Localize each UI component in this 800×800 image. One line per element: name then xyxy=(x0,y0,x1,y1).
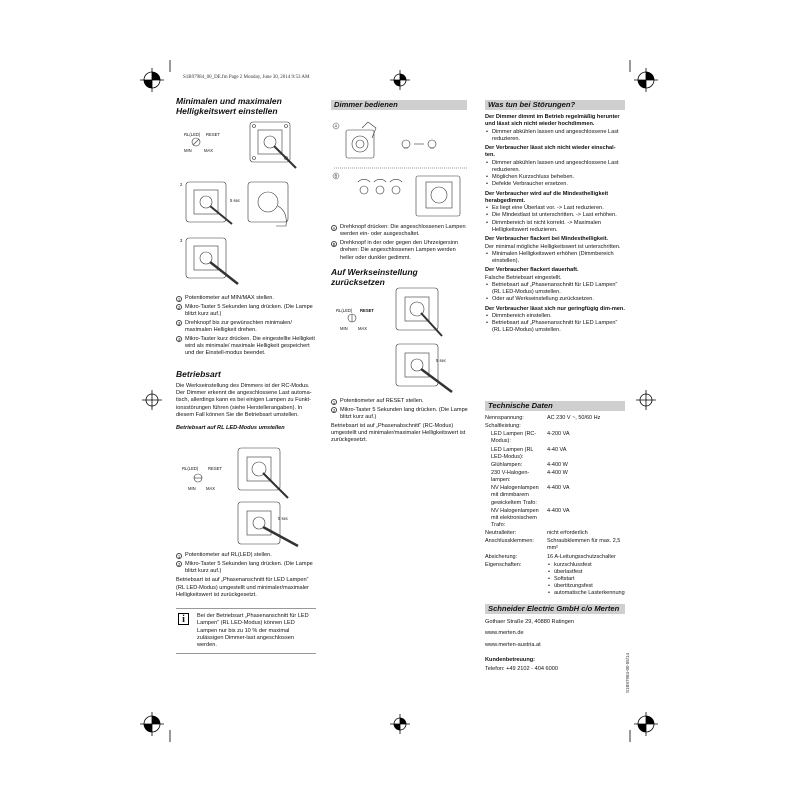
tech-row: Eigenschaften: • kurzschlussfest • überlastfest • Softstart • übertitzungsfest • automatische Lasterkennung xyxy=(485,562,625,599)
tech-row: Schaltleistung: xyxy=(485,423,521,430)
step-1: 1 Potentiometer auf MIN/MAX stellen. xyxy=(177,295,274,302)
rl-subtitle: Betriebsart auf RL LED-Modus umstellen xyxy=(176,425,285,432)
rl-steps xyxy=(176,552,316,599)
rl-fig-label-rl: RL(LED) xyxy=(182,466,199,471)
company-title: Schneider Electric GmbH c/o Merten xyxy=(485,604,625,614)
rl-step-2: 2 Mikro-Taster 5 Sekunden lang drücken. (Die Lampe blitzt kurz auf.) xyxy=(177,560,313,575)
dim-list: • Dimmbereich einstellen. • Betriebsart auf „Phasenanschnitt für LED Lampen“ (RL LED-Modus) umstellen. xyxy=(485,313,625,335)
trouble-head-1: Der Dimmer dimmt im Betrieb regelmäßig herunter und lässt sich nicht wieder hochdimmen. xyxy=(485,114,620,128)
fig-label-rl: RL(LED) xyxy=(184,132,201,137)
troubleshooting-title: Was tun bei Störungen? xyxy=(485,100,625,110)
reset-fig-label-min: MIN xyxy=(340,326,348,331)
fig-num-a: A xyxy=(334,123,338,129)
tech-data-section xyxy=(485,401,625,598)
betriebsart-text: Die Werkseinstellung des Dimmers ist der RC-Modus. Der Dimmer erkennt die angeschlossene Last automa-tisch, allerdings kann es bei einigen Lampen zu Funkt-ionsstörungen führen (siehe Herstellerangaben). In diesem Fall können Sie die Betriebsart umstellen. xyxy=(176,382,312,418)
support-phone: Telefon: +49 2102 - 404 6000 xyxy=(485,666,558,673)
reset-fig-label-rl: RL(LED) xyxy=(336,308,353,313)
reset-step-1: 1 Potentiometer auf RESET stellen. xyxy=(332,398,424,405)
tech-data-table xyxy=(485,415,625,598)
fig-num-b: B xyxy=(334,173,338,179)
tech-row: NV Halogenlampen mit elektronischem Trafo: 4-400 VA xyxy=(491,507,570,528)
rl-mode-illustrations xyxy=(178,440,316,550)
column-operation xyxy=(331,100,467,110)
company-web-de: www.merten.de xyxy=(485,630,524,637)
flicker-list: • Minimalen Helligkeitswert erhöhen (Dimmbereich einstellen). xyxy=(485,251,625,266)
rl-fig-label-sec: 5 sec xyxy=(278,516,289,521)
operation-step-b: B Drehknopf in der oder gegen den Uhrzeigersinn drehen: Die angeschlossenen Lampen werden heller oder dunkler gedimmt. xyxy=(332,240,459,261)
betriebsart-section xyxy=(176,370,316,432)
step-4: 4 Mikro-Taster kurz drücken. Die eingestellte Helligkeit wird als minimale/ maximale Helligkeit gespeichert und der Einstell-modus beendet. xyxy=(177,335,315,357)
flicker-head: Der Verbraucher flackert bei Mindesthelligkeit. xyxy=(485,236,609,243)
tech-row: Anschlussklemmen: Schraubklemmen für max. 2,5 mm² xyxy=(485,538,621,552)
tech-row: NV Halogenlampen mit dimmbarem gewickeltem Trafo: 4-400 VA xyxy=(491,485,570,506)
reset-fig-label-sec: 5 sec xyxy=(436,358,447,363)
trouble-list-1: • Dimmer abkühlen lassen und angeschlossene Last reduzieren. xyxy=(485,129,625,144)
fig-label-max: MAX xyxy=(204,148,214,153)
file-header-line: S1B97984_00_DE.fm Page 2 Monday, June 30, 2014 9:53 AM xyxy=(183,75,310,80)
fig-label-min: MIN xyxy=(184,148,192,153)
reset-fig-label-reset: RESET xyxy=(360,308,374,313)
operation-illustrations xyxy=(332,120,468,220)
trouble-list-3: • Es liegt eine Überlast vor. -> Last reduzieren. • Die Mindestlast ist unterschritten. -> Last erhöhen. • Dimmbereich ist nicht korrekt. -> Maximalen Helligkeitswert reduzieren. xyxy=(485,205,625,234)
trouble-list-2: • Dimmer abkühlen lassen und angeschlossene Last reduzieren. • Möglichen Kurzschluss beheben. • Defekte Verbraucher ersetzen. xyxy=(485,160,625,189)
perm-list: • Betriebsart auf „Phasenanschnitt für LED Lampen“ (RL LED-Modus) umstellen. • Oder auf Werkseinstellung zurücksetzen. xyxy=(485,282,625,304)
perm-head: Der Verbraucher flackert dauerhaft. xyxy=(485,267,579,274)
tech-row: Glühlampen: 4-400 W xyxy=(491,461,568,468)
reset-illustrations xyxy=(332,282,468,394)
side-document-code: S1B97984-00 05/14 xyxy=(625,653,631,694)
rl-fig-label-min: MIN xyxy=(188,486,196,491)
operation-steps xyxy=(331,224,467,263)
reset-step-2: 2 Mikro-Taster 5 Sekunden lang drücken. (Die Lampe blitzt kurz auf.) xyxy=(332,406,468,421)
company-section xyxy=(485,604,625,673)
min-max-steps xyxy=(176,295,316,359)
company-web-at: www.merten-austria.at xyxy=(485,641,541,648)
step-3: 3 Drehknopf bis zur gewünschten minimalen/ maximalen Helligkeit drehen. xyxy=(177,319,292,334)
tech-row: Nennspannung: AC 230 V ~, 50/60 Hz xyxy=(485,415,601,421)
reset-fig-label-max: MAX xyxy=(358,326,368,331)
trouble-head-2: Der Verbraucher lässt sich nicht wieder einschal-ten. xyxy=(485,145,616,159)
info-note xyxy=(176,608,316,654)
min-max-illustrations xyxy=(178,120,316,290)
reset-steps xyxy=(331,398,471,445)
min-max-title: Minimalen und maximalen Helligkeitswert einstellen xyxy=(176,96,282,116)
column-settings xyxy=(176,97,314,117)
rl-fig-label-reset: RESET xyxy=(208,466,222,471)
operation-step-a: A Drehknopf drücken: Die angeschlossenen Lampen werden ein- oder ausgeschaltet. xyxy=(332,224,466,238)
tech-row: LED Lampen (RC-Modus): 4-200 VA xyxy=(491,431,570,445)
fig-label-reset: RESET xyxy=(206,132,220,137)
betriebsart-title: Betriebsart xyxy=(176,369,221,379)
flicker-text: Der minimal mögliche Helligkeitswert ist unterschritten. xyxy=(485,243,621,250)
trouble-head-3: Der Verbraucher wird auf die Mindesthelligkeit herabgedimmt. xyxy=(485,190,609,204)
properties-list: • kurzschlussfest • überlastfest • Softstart • übertitzungsfest • automatische Lasterkennung xyxy=(547,562,625,598)
dim-head: Der Verbraucher lässt sich nur geringfügig dim-men. xyxy=(485,305,625,312)
reset-title: Auf Werkseinstellung zurücksetzen xyxy=(331,267,418,287)
tech-row: Neutralleiter: nicht erforderlich xyxy=(485,530,588,537)
dimmer-bedienen-title: Dimmer bedienen xyxy=(331,100,467,110)
fig-num-3: 3 xyxy=(180,238,183,243)
rl-result: Betriebsart ist auf „Phasenanschnitt für LED Lampen“ (RL LED-Modus) umgestellt und minimaler/maximaler Helligkeitswert ist zurückgesetzt. xyxy=(176,577,309,598)
fig-label-sec: 5 sec xyxy=(230,198,241,203)
rl-fig-label-max: MAX xyxy=(206,486,216,491)
rl-step-1: 1 Potentiometer auf RL(LED) stellen. xyxy=(177,552,272,559)
info-icon: i xyxy=(178,613,189,625)
company-address: Gothaer Straße 29, 40880 Ratingen xyxy=(485,619,574,625)
fig-num-2: 2 xyxy=(180,182,183,187)
tech-row: Absicherung: 16 A-Leitungsschutzschalter xyxy=(485,553,616,560)
perm-text: Falsche Betriebsart eingestellt. xyxy=(485,274,562,281)
tech-row: 230 V-Halogen-lampen: 4-400 W xyxy=(491,469,568,484)
tech-row: LED Lampen (RL LED-Modus): 4-40 VA xyxy=(491,446,567,460)
support-head: Kundenbetreuung: xyxy=(485,656,536,663)
step-2: 2 Mikro-Taster 5 Sekunden lang drücken. (Die Lampe blitzt kurz auf.) xyxy=(177,303,313,318)
info-text: Bei der Betriebsart „Phasenanschnitt für LED Lampen“ (RL LED-Modus) können LED Lampen nur bis zu 10 % der maximal zulässigen Dimmer-last angeschlossen werden. xyxy=(197,613,309,649)
reset-result: Betriebsart ist auf „Phasenabschnitt“ (RC-Modus) umgestellt und minimaler/maximaler Helligkeitswert ist zurückgesetzt. xyxy=(331,422,466,444)
column-troubleshooting xyxy=(485,100,625,335)
tech-data-title: Technische Daten xyxy=(485,401,625,411)
